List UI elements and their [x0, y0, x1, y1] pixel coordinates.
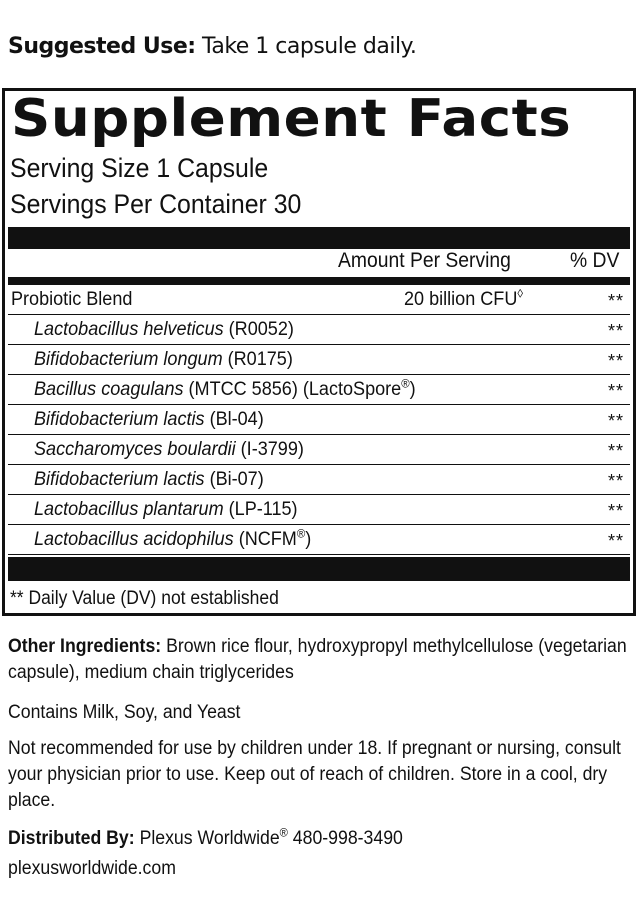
strain-row	[8, 345, 630, 375]
strain-name	[34, 409, 264, 431]
suggested-use	[8, 34, 416, 59]
strain-id: (R0052)	[223, 319, 294, 340]
distributor-phone: 480-998-3490	[287, 828, 403, 849]
serving-size: Serving Size 1 Capsule	[10, 153, 269, 183]
strain-tail: )	[409, 379, 416, 400]
other-ingredients-label: Other Ingredients:	[8, 636, 162, 657]
allergen-statement: Contains Milk, Soy, and Yeast	[8, 702, 241, 723]
strain-row	[8, 495, 630, 525]
strain-species: Bacillus coagulans	[34, 379, 184, 400]
strain-name	[34, 376, 416, 401]
strain-species: Bifidobacterium longum	[34, 349, 223, 370]
dv-footnote: ** Daily Value (DV) not established	[10, 588, 279, 609]
suggested-use-text: Take 1 capsule daily.	[195, 34, 417, 59]
strain-name	[34, 469, 264, 491]
strain-tail: )	[305, 529, 312, 550]
strain-name	[34, 526, 312, 551]
strain-species: Bifidobacterium lactis	[34, 409, 205, 430]
strain-row	[8, 375, 630, 405]
strain-species: Lactobacillus helveticus	[34, 319, 224, 340]
strain-id: (MTCC 5856) (LactoSpore	[183, 379, 402, 400]
strain-dv: **	[607, 471, 624, 491]
strain-id: (Bi-07)	[204, 469, 264, 490]
strain-mark: ®	[401, 376, 410, 391]
strain-id: (I-3799)	[235, 439, 304, 460]
strain-row	[8, 525, 630, 555]
distributor-mark: ®	[279, 825, 288, 840]
strain-species: Bifidobacterium lactis	[34, 469, 205, 490]
servings-per-container: Servings Per Container 30	[10, 189, 302, 219]
strain-row	[8, 435, 630, 465]
distributor-name: Plexus Worldwide	[134, 828, 280, 849]
strain-dv: **	[607, 501, 624, 521]
blend-amount-value: 20 billion CFU	[404, 289, 518, 310]
strain-dv: **	[607, 441, 624, 461]
blend-amount	[404, 286, 524, 311]
blend-dv: **	[607, 291, 624, 311]
strain-dv: **	[607, 321, 624, 341]
strain-name	[34, 499, 298, 521]
strain-row	[8, 315, 630, 345]
strain-dv: **	[607, 531, 624, 551]
blend-row	[8, 285, 630, 315]
strain-id: (NCFM	[233, 529, 297, 550]
blend-amount-mark: ◊	[517, 286, 524, 301]
website-url: plexusworldwide.com	[8, 858, 176, 879]
supplement-facts-panel	[2, 88, 636, 616]
strain-mark: ®	[296, 526, 306, 541]
medium-divider	[8, 277, 630, 285]
strain-species: Lactobacillus acidophilus	[34, 529, 234, 550]
thick-divider-bottom	[8, 557, 630, 581]
warning-statement: Not recommended for use by children under 18. If pregnant or nursing, consult your physician prior to use. Keep out of reach of children. Store in a cool, dry place.	[8, 738, 621, 811]
distributor-label: Distributed By:	[8, 828, 135, 849]
header-amount-per-serving: Amount Per Serving	[338, 249, 511, 272]
other-ingredients	[8, 634, 640, 686]
strain-name	[34, 439, 304, 461]
strain-species: Lactobacillus plantarum	[34, 499, 224, 520]
blend-name: Probiotic Blend	[11, 289, 133, 310]
strain-id: (Bl-04)	[204, 409, 264, 430]
strain-name	[34, 349, 293, 371]
strain-dv: **	[607, 411, 624, 431]
header-daily-value: % DV	[570, 249, 620, 272]
facts-title: Supplement Facts	[11, 89, 572, 149]
other-ingredients-text: Brown rice flour, hydroxypropyl methylcellulose (vegetarian capsule), medium chain triglycerides	[8, 636, 627, 683]
distributor	[8, 826, 403, 852]
strain-id: (R0175)	[222, 349, 293, 370]
strain-row	[8, 405, 630, 435]
suggested-use-label: Suggested Use:	[8, 34, 196, 59]
strain-id: (LP-115)	[223, 499, 298, 520]
thick-divider	[8, 227, 630, 249]
strain-name	[34, 319, 294, 341]
strain-dv: **	[607, 381, 624, 401]
strain-dv: **	[607, 351, 624, 371]
strain-row	[8, 465, 630, 495]
strain-species: Saccharomyces boulardii	[34, 439, 236, 460]
